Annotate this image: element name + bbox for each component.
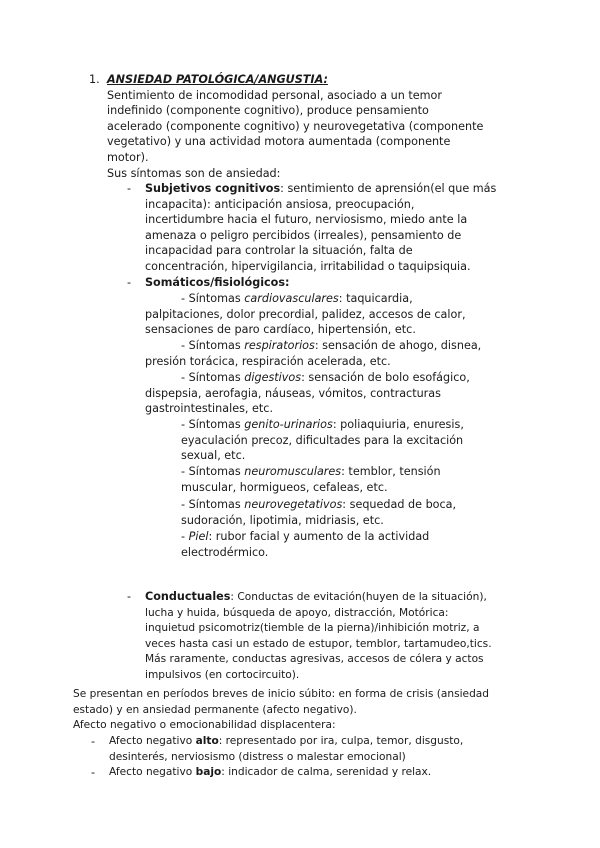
behavioral-block [145,589,492,684]
neuromusc-block [181,464,441,495]
resp-text: : sensación de ahogo, disnea, [314,339,482,352]
definition-line: indefinido (componente cognitivo), produce pensamiento [107,104,429,118]
definition-block [107,72,483,181]
symptoms-intro: Sus síntomas son de ansiedad: [107,166,281,180]
cognitive-label: Subjetivos cognitivos [145,182,281,195]
neuromusc-text: : temblor, tensión [341,465,441,478]
genito-line: sexual, etc. [181,449,246,463]
list-number: 1. [89,73,100,86]
genito-block [181,417,464,464]
somatic-block [145,275,289,291]
behavioral-line: inquietud psicomotriz(tiemble de la pierna)/inhibición motriz, a [145,622,480,635]
behavioral-line: lucha y huida, búsqueda de apoyo, distracción, Motórica: [145,606,449,619]
definition-line: motor). [107,150,149,164]
behavioral-text: : Conductas de evitación(huyen de la situación), [230,591,487,603]
skin-term: Piel [188,530,209,543]
symptom-prefix: - Síntomas [181,371,245,384]
bullet-dash: - [91,766,96,779]
cognitive-block [145,181,496,275]
cognitive-line: incapacita): anticipación ansiosa, preocupación, [145,197,415,211]
genito-text: : poliaquiuria, enuresis, [332,418,464,431]
cognitive-line: incertidumbre hacia el futuro, nerviosismo, miedo ante la [145,213,468,227]
affect-low-block [109,765,431,781]
affect-low-pre: Afecto negativo [109,766,196,778]
affect-low-text: : indicador de calma, serenidad y relax. [221,766,432,778]
affect-high-pre: Afecto negativo [109,735,196,747]
bullet-dash: - [127,182,132,195]
bullet-dash: - [127,276,132,289]
genito-line: eyaculación precoz, dificultades para la excitación [181,433,464,447]
behavioral-label: Conductuales [145,590,231,603]
somatic-label: Somáticos/fisiológicos: [145,276,290,289]
cognitive-text: : sentimiento de aprensión(el que más [280,182,497,195]
dig-text: : sensación de bolo esofágico, [301,371,470,384]
definition-line: Sentimiento de incomodidad personal, asociado a un temor [107,88,442,102]
cognitive-line: incapacidad para controlar la situación, falta de [145,244,413,258]
neuroveg-line: sudoración, lipotimia, midriasis, etc. [181,513,384,527]
behavioral-line: veces hasta casi un estado de estupor, temblor, tartamudeo,tics. [145,637,492,650]
dig-line: dispepsia, aerofagia, náuseas, vómitos, contracturas [145,386,441,400]
cognitive-line: concentración, hipervigilancia, irritabilidad o taquipsiquia. [145,259,471,273]
definition-line: vegetativo) y una actividad motora aumentada (componente [107,135,451,149]
genito-term: genito-urinarios [244,418,333,431]
cardio-line: sensaciones de paro cardíaco, hipertensión, etc. [145,323,416,337]
bullet-dash: - [127,590,132,603]
neuroveg-text: : sequedad de boca, [342,498,457,511]
symptom-prefix: - Síntomas [181,292,245,305]
cognitive-line: amenaza o peligro percibidos (irreales), pensamiento de [145,228,462,242]
cardio-term: cardiovasculares [244,292,339,305]
presentation-line: Afecto negativo o emocionabilidad displacentera: [73,719,336,732]
presentation-line: estado) y en ansiedad permanente (afecto negativo). [73,703,357,716]
cardio-block [145,291,466,338]
skin-line: electrodérmico. [181,545,269,559]
affect-high-block [109,734,463,765]
neuromusc-term: neuromusculares [244,465,342,478]
skin-block [181,529,429,560]
bullet-dash: - [91,735,96,748]
skin-text: : rubor facial y aumento de la actividad [208,530,430,543]
behavioral-line: Más raramente, conductas agresivas, accesos de cólera y actos [145,653,484,666]
definition-line: acelerado (componente cognitivo) y neurovegetativa (componente [107,119,484,133]
skin-prefix: - [181,530,189,543]
cardio-line: palpitaciones, dolor precordial, palidez, accesos de calor, [145,307,466,321]
behavioral-line: impulsivos (en cortocircuito). [145,668,300,681]
resp-term: respiratorios [244,339,315,352]
neuroveg-block [181,497,456,528]
affect-high-line: desinterés, nerviosismo (distress o malestar emocional) [109,750,406,763]
symptom-prefix: - Síntomas [181,339,245,352]
dig-term: digestivos [244,371,302,384]
presentation-line: Se presentan en períodos breves de inicio súbito: en forma de crisis (ansiedad [73,688,490,700]
symptom-prefix: - Síntomas [181,498,245,511]
dig-block [145,370,470,417]
resp-block [145,338,481,369]
neuromusc-line: muscular, hormigueos, cefaleas, etc. [181,480,388,494]
cardio-text: : taquicardia, [338,292,413,305]
affect-high-text: : representado por ira, culpa, temor, disgusto, [218,735,464,747]
affect-low-bold: bajo [195,766,222,778]
affect-high-bold: alto [195,735,219,747]
symptom-prefix: - Síntomas [181,418,245,431]
neuroveg-term: neurovegetativos [244,498,343,511]
resp-line: presión torácica, respiración acelerada, etc. [145,354,391,368]
symptom-prefix: - Síntomas [181,465,245,478]
presentation-block [73,687,489,734]
section-heading: ANSIEDAD PATOLÓGICA/ANGUSTIA: [107,73,328,86]
dig-line: gastrointestinales, etc. [145,402,274,416]
